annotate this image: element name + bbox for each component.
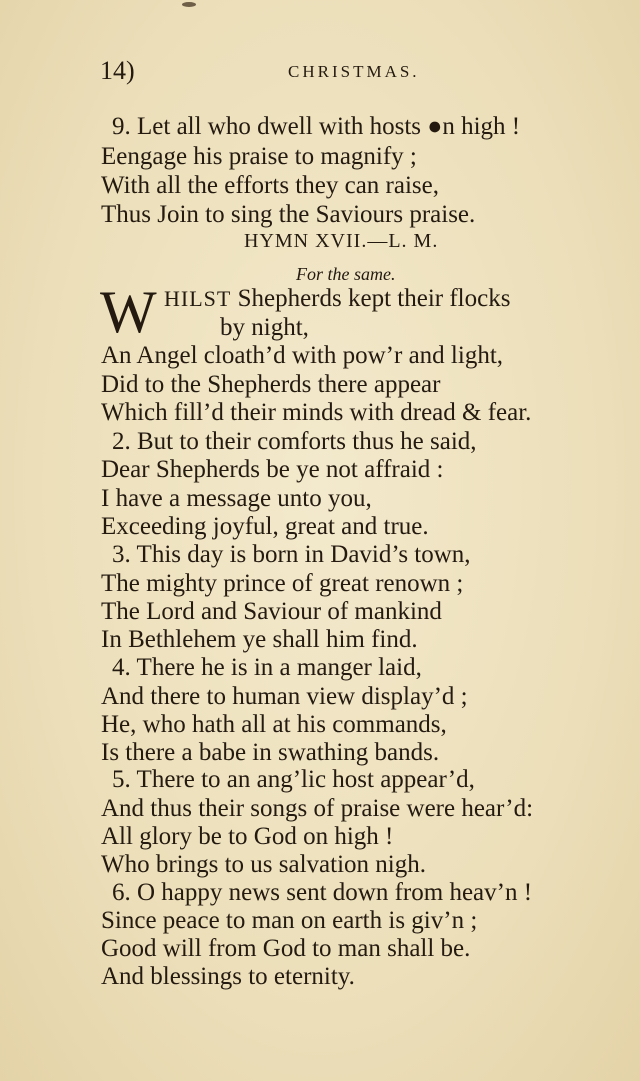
verse-5-line-4: Who brings to us salvation nigh. [101,851,426,878]
header-title: CHRISTMAS. [288,62,420,81]
verse-6-line-1: 6. O happy news sent down from heav’n ! [112,879,533,906]
verse-1-first-line-cont: by night, [220,314,309,341]
verse-9-line-3: With all the efforts they can raise, [101,172,439,199]
verse-5-line-1: 5. There to an ang’lic host appear’d, [112,766,475,793]
drop-cap: W [100,279,157,345]
verse-2-line-3: I have a message unto you, [101,485,372,512]
verse-9-line-2: Eengage his praise to magnify ; [101,143,417,170]
verse-9-line-1: 9. Let all who dwell with hosts ●n high ! [112,113,521,140]
verse-4-line-3: He, who hath all at his commands, [101,711,447,738]
first-word: HILST [164,286,232,311]
verse-6-line-4: And blessings to eternity. [101,963,355,990]
hymn-title: HYMN XVII.—L. M. [244,230,439,252]
verse-1-line-2: An Angel cloath’d with pow’r and light, [101,342,504,369]
verse-3-line-4: In Bethlehem ye shall him find. [101,626,418,653]
verse-4-line-1: 4. There he is in a manger laid, [112,654,422,681]
verse-5-line-2: And thus their songs of praise were hear’d: [101,795,534,822]
running-head [0,56,640,90]
verse-3-line-3: The Lord and Saviour of mankind [101,598,442,625]
verse-5-line-3: All glory be to God on high ! [101,823,394,850]
hymn-subtitle: For the same. [296,264,396,284]
verse-1-line-4: Which fill’d their minds with dread & fear. [101,399,532,426]
verse-2-line-4: Exceeding joyful, great and true. [101,513,429,540]
verse-6-line-2: Since peace to man on earth is giv’n ; [101,907,478,934]
first-line-rest: Shepherds kept their flocks [231,285,511,312]
verse-6-line-3: Good will from God to man shall be. [101,935,471,962]
verse-3-line-1: 3. This day is born in David’s town, [112,541,471,568]
verse-3-line-2: The mighty prince of great renown ; [101,570,464,597]
verse-1-first-line [164,284,510,314]
verse-2-line-1: 2. But to their comforts thus he said, [112,428,477,455]
verse-9-line-4: Thus Join to sing the Saviours praise. [101,201,476,228]
verse-2-line-2: Dear Shepherds be ye not affraid : [101,456,444,483]
verse-4-line-4: Is there a babe in swathing bands. [101,739,440,766]
page-number: 14) [100,56,135,85]
verse-4-line-2: And there to human view display’d ; [101,683,468,710]
ink-blot [182,2,196,7]
verse-1-line-3: Did to the Shepherds there appear [101,371,441,398]
